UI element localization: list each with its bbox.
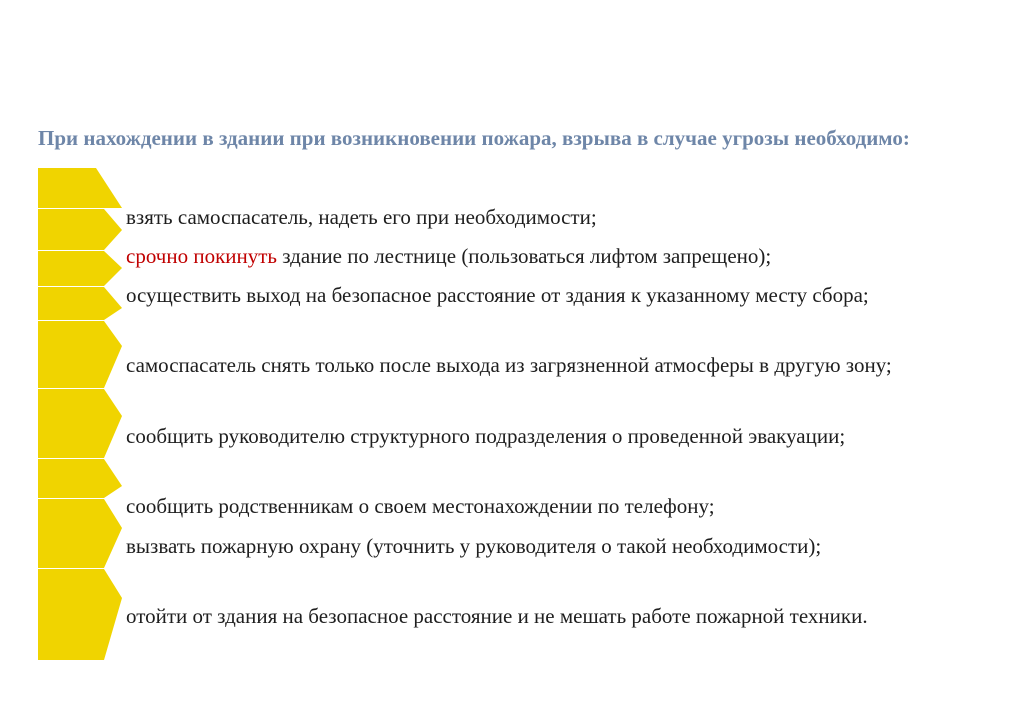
chevron-arrow-icon [38, 321, 122, 388]
chevron-arrow-icon [38, 499, 122, 568]
chevron-arrow-icon [38, 209, 122, 250]
list-item [38, 601, 964, 632]
chevron-arrow-icon [38, 287, 122, 320]
list-item-text: сообщить родственникам о своем местонахождении по телефону; [126, 494, 715, 518]
chevron-arrow-icon [38, 389, 122, 458]
list-item [38, 491, 964, 522]
list-item-text: отойти от здания на безопасное расстояние и не мешать работе пожарной техники. [126, 604, 868, 628]
list-item-rest: здание по лестнице (пользоваться лифтом запрещено); [277, 244, 772, 268]
list-item-text: осуществить выход на безопасное расстояние от здания к указанному месту сбора; [126, 283, 869, 307]
chevron-arrow-icon [38, 168, 122, 208]
list-item [38, 202, 964, 233]
list-item-text: вызвать пожарную охрану (уточнить у руководителя о такой необходимости); [126, 534, 822, 558]
list-item [38, 350, 964, 381]
list-item [38, 241, 964, 272]
highlight-text: срочно покинуть [126, 244, 277, 268]
list-item-text: взять самоспасатель, надеть его при необходимости; [126, 205, 597, 229]
list-item-text: самоспасатель снять только после выхода из загрязненной атмосферы в другую зону; [126, 353, 892, 377]
chevron-arrow-column [38, 168, 128, 660]
list-item [38, 280, 964, 311]
list-item [38, 531, 964, 562]
list-item-text: сообщить руководителю структурного подразделения о проведенной эвакуации; [126, 424, 846, 448]
list-item [38, 421, 964, 452]
chevron-arrow-icon [38, 251, 122, 286]
chevron-arrow-icon [38, 459, 122, 498]
list-item-text [38, 241, 964, 272]
page-title: При нахождении в здании при возникновении пожара, взрыва в случае угрозы необходимо: [38, 126, 910, 150]
chevron-arrow-icon [38, 569, 122, 660]
